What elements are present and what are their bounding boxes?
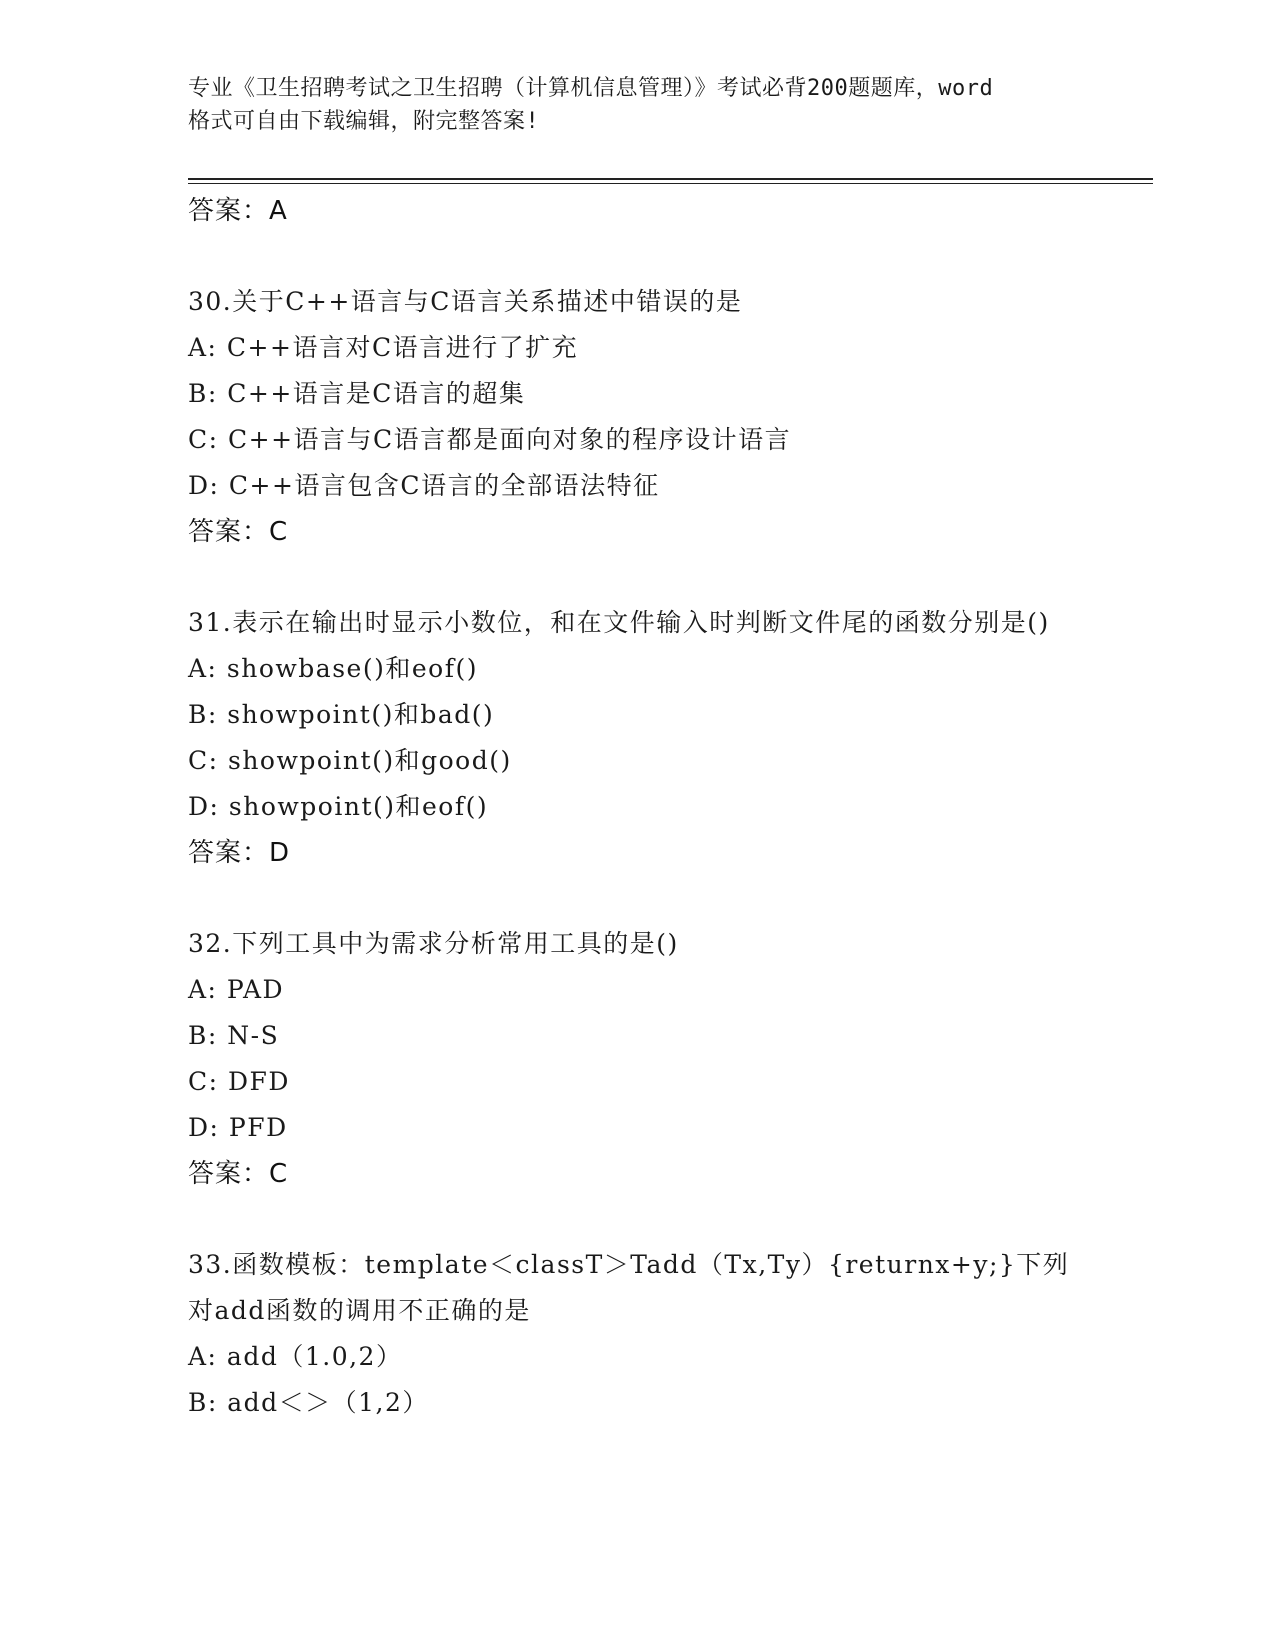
option-c: C: C++语言与C语言都是面向对象的程序设计语言 bbox=[188, 425, 792, 454]
option-c: C: showpoint()和good() bbox=[188, 746, 512, 775]
question-title: 33.函数模板：template＜classT＞Tadd（Tx,Ty）{returnx+y;}下列对add函数的调用不正确的是 bbox=[188, 1250, 1070, 1325]
option-d: D: PFD bbox=[188, 1113, 288, 1142]
spacer bbox=[188, 234, 1088, 279]
previous-answer: 答案：A bbox=[188, 196, 288, 226]
question-title: 32.下列工具中为需求分析常用工具的是() bbox=[188, 929, 679, 958]
option-b: B: add＜＞（1,2） bbox=[188, 1388, 429, 1417]
header-rule-thin bbox=[188, 183, 1153, 184]
question-answer: 答案：C bbox=[188, 1159, 289, 1189]
question-answer: 答案：C bbox=[188, 517, 289, 547]
spacer bbox=[188, 555, 1088, 600]
question-title: 31.表示在输出时显示小数位，和在文件输入时判断文件尾的函数分别是() bbox=[188, 608, 1050, 637]
question-32 bbox=[188, 921, 1088, 1197]
header-rule-thick bbox=[188, 178, 1153, 180]
option-b: B: showpoint()和bad() bbox=[188, 700, 495, 729]
spacer bbox=[188, 876, 1088, 921]
header-line-2: 格式可自由下载编辑，附完整答案! bbox=[188, 109, 540, 134]
question-answer: 答案：D bbox=[188, 838, 291, 868]
option-a: A: C++语言对C语言进行了扩充 bbox=[188, 333, 579, 362]
option-b: B: C++语言是C语言的超集 bbox=[188, 379, 526, 408]
question-33 bbox=[188, 1242, 1088, 1426]
option-a: A: add（1.0,2） bbox=[188, 1342, 403, 1371]
header-line-1: 专业《卫生招聘考试之卫生招聘（计算机信息管理）》考试必背200题题库，word bbox=[188, 76, 994, 101]
option-a: A: PAD bbox=[188, 975, 285, 1004]
option-d: D: showpoint()和eof() bbox=[188, 792, 489, 821]
page-header bbox=[188, 72, 1088, 138]
option-c: C: DFD bbox=[188, 1067, 290, 1096]
document-body bbox=[188, 188, 1088, 1426]
question-31 bbox=[188, 600, 1088, 876]
option-a: A: showbase()和eof() bbox=[188, 654, 478, 683]
question-30 bbox=[188, 279, 1088, 555]
spacer bbox=[188, 1197, 1088, 1242]
option-b: B: N-S bbox=[188, 1021, 280, 1050]
question-title: 30.关于C++语言与C语言关系描述中错误的是 bbox=[188, 287, 743, 316]
option-d: D: C++语言包含C语言的全部语法特征 bbox=[188, 471, 660, 500]
